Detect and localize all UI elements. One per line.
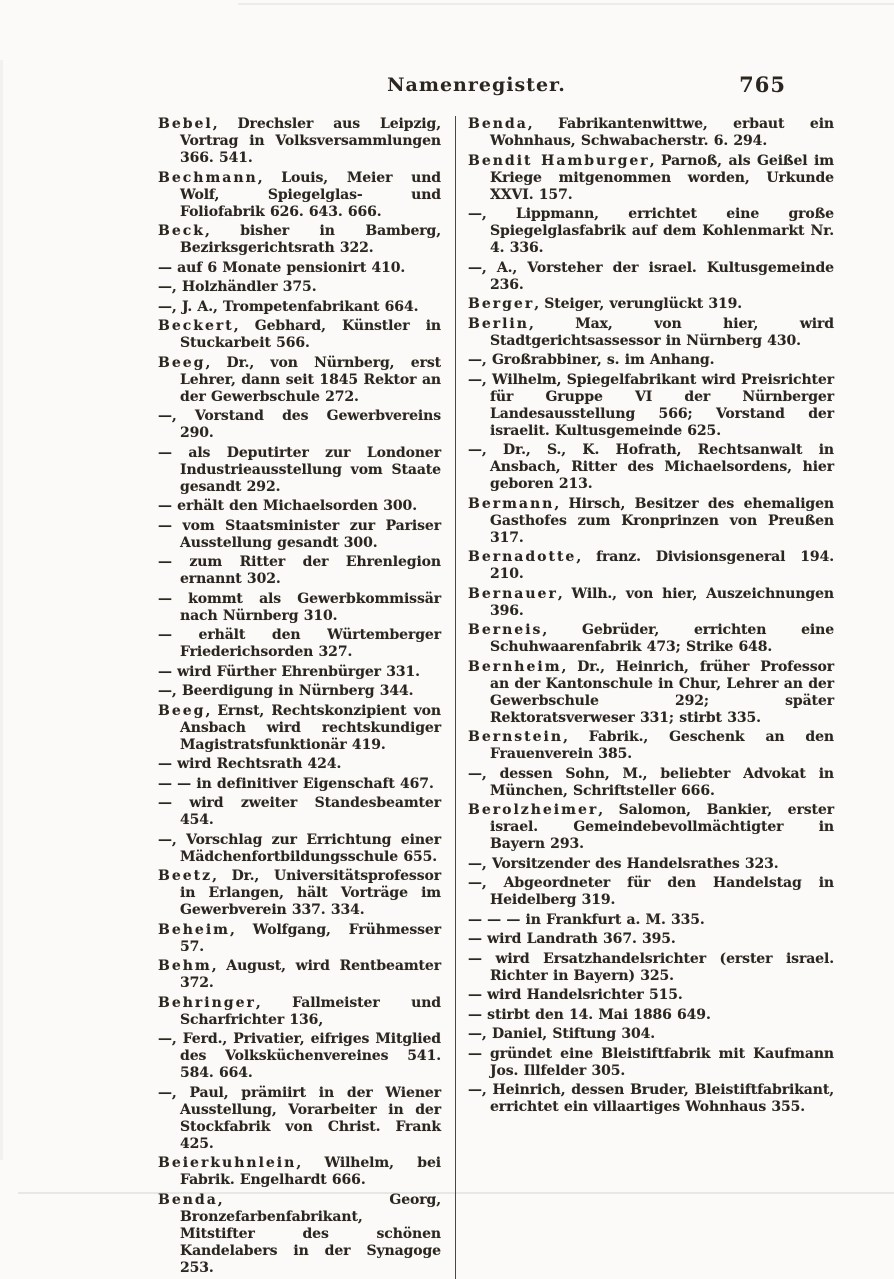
entry-text: — erhält den Michaelsorden 300. [158, 498, 417, 514]
index-entry [158, 776, 441, 793]
entry-text: — wird Ersatzhandelsrichter (erster israel. Richter in Bayern) 325. [468, 950, 834, 984]
entry-text: , Drechsler aus Leipzig, Vortrag in Volksversammlungen 366. 541. [180, 116, 441, 166]
entry-text: —, Großrabbiner, s. im Anhang. [468, 352, 715, 368]
index-entry [468, 987, 834, 1004]
entry-text: — wird Rechtsrath 424. [158, 756, 342, 772]
index-entry [158, 995, 441, 1029]
index-entry [468, 659, 834, 727]
entry-text: , Fabrikantenwittwe, erbaut ein Wohnhaus, Schwabacherstr. 6. 294. [490, 116, 834, 149]
entry-text: — wird Landrath 367. 395. [468, 931, 676, 947]
index-entry [158, 683, 441, 700]
scan-edge-artifact-left [0, 60, 3, 1160]
entry-headword: Bernstein [468, 729, 564, 745]
index-entry [158, 318, 441, 352]
index-entry [468, 1026, 834, 1043]
entry-headword: Berolzheimer [468, 802, 599, 818]
entry-headword: Behm [158, 958, 212, 974]
index-entry [468, 622, 834, 656]
entry-text: , Gebhard, Künstler in Stuckarbeit 566. [180, 318, 441, 351]
index-column-right [468, 116, 834, 1279]
entry-headword: Bendit Hamburger [468, 152, 650, 169]
entry-text: —, Wilhelm, Spiegelfabrikant wird Preisrichter für Gruppe VI der Nürnberger Landesausstellung 566; Vorstand der israelit. Kultusgemeinde 625. [468, 371, 834, 439]
entry-text: —, Vorsitzender des Handelsrathes 323. [468, 855, 779, 872]
entry-text: , franz. Divisionsgeneral 194. 210. [490, 549, 834, 582]
entry-text: — erhält den Würtemberger Friederichsorden 327. [158, 627, 441, 660]
entry-headword: Bernauer [468, 585, 558, 602]
entry-headword: Benda [468, 116, 528, 132]
index-entry [468, 729, 834, 763]
entry-headword: Beheim [158, 921, 230, 938]
index-entry [468, 951, 834, 985]
index-entry [158, 445, 441, 496]
index-entry [468, 856, 834, 873]
entry-text: , Fabrik., Geschenk an den Frauenverein 385. [490, 729, 834, 762]
entry-headword: Bernheim [468, 658, 562, 675]
entry-headword: Bernadotte [468, 549, 577, 565]
entry-text: —, J. A., Trompetenfabrikant 664. [158, 298, 419, 315]
index-entry [158, 299, 441, 316]
index-entry [468, 912, 834, 929]
index-entry [158, 868, 441, 919]
entry-text: —, Vorstand des Gewerbvereins 290. [158, 408, 441, 441]
index-entry [468, 116, 834, 150]
index-entry [468, 875, 834, 909]
index-entry [158, 116, 441, 167]
entry-text: — wird Handelsrichter 515. [468, 987, 683, 1003]
index-columns [158, 116, 848, 1279]
index-entry [468, 496, 834, 547]
entry-text: , Dr., Heinrich, früher Professor an der Kantonschule in Chur, Lehrer an der Gewerbschule 292; später Rektoratsverweser 331; stirbt 335. [490, 658, 834, 726]
index-entry [158, 170, 441, 221]
index-entry [468, 153, 834, 204]
entry-text: —, dessen Sohn, M., beliebter Advokat in München, Schriftsteller 666. [468, 765, 834, 799]
index-entry [158, 554, 441, 588]
entry-text: — — — in Frankfurt a. M. 335. [468, 911, 705, 928]
index-entry [158, 498, 441, 515]
index-entry [158, 832, 441, 866]
entry-headword: Bechmann [158, 169, 258, 186]
index-entry [158, 408, 441, 442]
entry-headword: Behringer [158, 994, 256, 1011]
index-entry [158, 1085, 441, 1153]
entry-headword: Berger [468, 296, 535, 312]
entry-text: — als Deputirter zur Londoner Industrieausstellung vom Staate gesandt 292. [158, 444, 441, 495]
entry-text: , Max, von hier, wird Stadtgerichtsassessor in Nürnberg 430. [490, 315, 834, 349]
entry-text: , Wilhelm, bei Fabrik. Engelhardt 666. [180, 1155, 441, 1188]
index-entry [158, 756, 441, 773]
index-entry [158, 795, 441, 829]
entry-headword: Bermann [468, 495, 555, 512]
scan-edge-artifact-top [238, 3, 894, 5]
index-entry [158, 591, 441, 625]
entry-text: , Dr., Universitätsprofessor in Erlangen, hält Vorträge im Gewerbverein 337. 334. [180, 868, 441, 918]
index-entry [158, 627, 441, 661]
entry-headword: Beck [158, 223, 205, 239]
index-entry [468, 802, 834, 853]
index-entry [158, 223, 441, 257]
entry-text: — vom Staatsminister zur Pariser Ausstellung gesandt 300. [158, 517, 441, 551]
entry-text: — auf 6 Monate pensionirt 410. [158, 259, 406, 276]
index-entry [468, 372, 834, 440]
page-number: 765 [739, 72, 786, 97]
entry-text: —, Dr., S., K. Hofrath, Rechtsanwalt in Ansbach, Ritter des Michaelsordens, hier geboren 213. [468, 442, 834, 492]
entry-text: , Ernst, Rechtskonzipient von Ansbach wird rechtskundiger Magistratsfunktionär 419. [180, 702, 441, 753]
index-entry [468, 296, 834, 313]
running-head: Namenregister. [387, 74, 566, 96]
entry-text: —, Abgeordneter für den Handelstag in Heidelberg 319. [468, 875, 834, 908]
index-entry [158, 703, 441, 754]
entry-headword: Beckert [158, 318, 234, 334]
entry-text: , Hirsch, Besitzer des ehemaligen Gasthofes zum Kronprinzen von Preußen 317. [490, 495, 834, 546]
index-entry [468, 316, 834, 350]
entry-text: —, Ferd., Privatier, eifriges Mitglied des Volksküchenvereines 541. 584. 664. [158, 1031, 441, 1081]
index-entry [158, 922, 441, 956]
index-entry [468, 1082, 834, 1116]
entry-headword: Benda [158, 1191, 218, 1208]
index-entry [468, 352, 834, 369]
index-entry [468, 1007, 834, 1024]
entry-text: , Salomon, Bankier, erster israel. Gemeindebevollmächtigter in Bayern 293. [490, 802, 834, 852]
page-header [158, 74, 838, 98]
entry-headword: Beeg [158, 702, 206, 719]
entry-headword: Berneis [468, 622, 543, 638]
entry-text: —, Holzhändler 375. [158, 279, 317, 295]
entry-text: — gründet eine Bleistiftfabrik mit Kaufmann Jos. Illfelder 305. [468, 1045, 834, 1079]
entry-headword: Beierkuhnlein [158, 1155, 297, 1171]
entry-headword: Beetz [158, 868, 213, 884]
entry-text: , bisher in Bamberg, Bezirksgerichtsrath 322. [180, 223, 441, 256]
index-entry [468, 931, 834, 948]
index-entry [158, 260, 441, 277]
entry-text: —, Vorschlag zur Errichtung einer Mädchenfortbildungsschule 655. [158, 831, 441, 865]
index-column-left [158, 116, 441, 1279]
entry-headword: Beeg [158, 354, 206, 371]
index-entry [158, 1192, 441, 1277]
entry-text: — kommt als Gewerbkommissär nach Nürnberg 310. [158, 590, 441, 624]
entry-text: — stirbt den 14. Mai 1886 649. [468, 1006, 711, 1023]
entry-text: , Steiger, verunglückt 319. [534, 296, 743, 312]
entry-text: , Wilh., von hier, Auszeichnungen 396. [490, 585, 834, 619]
entry-text: , Parnoß, als Geißel im Kriege mitgenommen worden, Urkunde XXVI. 157. [490, 152, 834, 203]
entry-text: — zum Ritter der Ehrenlegion ernannt 302. [158, 554, 441, 587]
index-entry [158, 958, 441, 992]
entry-text: —, Daniel, Stiftung 304. [468, 1026, 656, 1042]
entry-text: , Dr., von Nürnberg, erst Lehrer, dann seit 1845 Rektor an der Gewerbschule 272. [180, 354, 441, 405]
entry-text: —, Heinrich, dessen Bruder, Bleistiftfabrikant, errichtet ein villaartiges Wohnhaus 355. [468, 1082, 834, 1115]
index-entry [158, 1031, 441, 1082]
index-entry [468, 766, 834, 800]
index-entry [468, 1046, 834, 1080]
index-entry [158, 1155, 441, 1189]
entry-text: , Fallmeister und Scharfrichter 136, [180, 994, 441, 1028]
entry-text: , Georg, Bronzefarbenfabrikant, Mitstifter des schönen Kandelabers in der Synagoge 253. [180, 1191, 441, 1276]
index-entry [468, 260, 834, 294]
index-entry [158, 518, 441, 552]
entry-text: —, A., Vorsteher der israel. Kultusgemeinde 236. [468, 259, 834, 293]
entry-headword: Bebel [158, 116, 213, 132]
index-entry [158, 279, 441, 296]
column-divider-rule [455, 116, 456, 1279]
entry-text: —, Paul, prämiirt in der Wiener Ausstellung, Vorarbeiter in der Stockfabrik von Christ. Frank 425. [158, 1084, 441, 1152]
index-entry [158, 664, 441, 681]
entry-text: —, Lippmann, errichtet eine große Spiegelglasfabrik auf dem Kohlenmarkt Nr. 4. 336. [468, 206, 834, 256]
entry-text: , Louis, Meier und Wolf, Spiegelglas- und Foliofabrik 626. 643. 666. [180, 169, 441, 220]
entry-text: — wird zweiter Standesbeamter 454. [158, 795, 441, 828]
entry-text: —, Beerdigung in Nürnberg 344. [158, 683, 414, 699]
entry-text: , Wolfgang, Frühmesser 57. [180, 921, 441, 955]
index-entry [468, 586, 834, 620]
index-entry [468, 206, 834, 257]
entry-text: — — in definitiver Eigenschaft 467. [158, 775, 434, 792]
entry-text: , August, wird Rentbeamter 372. [180, 958, 441, 991]
index-entry [468, 549, 834, 583]
entry-text: , Gebrüder, errichten eine Schuhwaarenfabrik 473; Strike 648. [490, 622, 834, 655]
entry-text: — wird Fürther Ehrenbürger 331. [158, 663, 420, 680]
entry-headword: Berlin [468, 315, 529, 332]
index-entry [158, 355, 441, 406]
index-entry [468, 442, 834, 493]
